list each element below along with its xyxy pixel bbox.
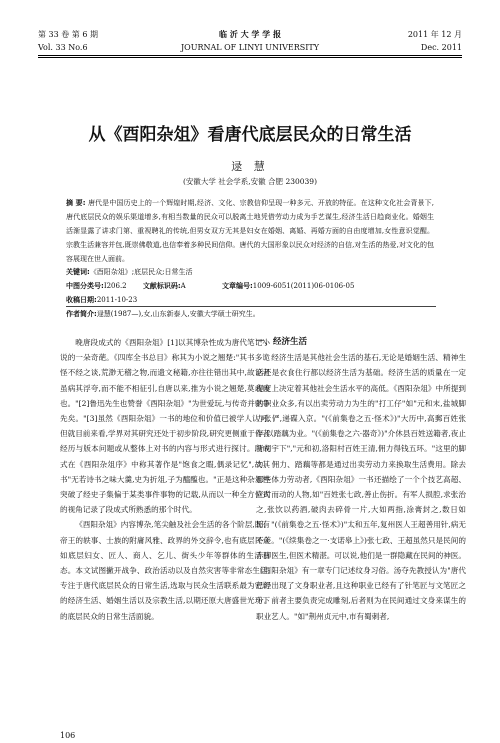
journal-cn: 临 沂 大 学 学 报 (219, 30, 281, 39)
doc-code: A (180, 282, 186, 290)
affiliation: (安徽大学 社会学系,安徽 合肥 230039) (182, 177, 318, 186)
bio-label: 作者简介: (66, 310, 97, 318)
date-en: Dec. 2011 (420, 43, 462, 52)
meta-rule (66, 306, 436, 307)
abstract-text: 唐代是中国历史上的一个辉煌时期,经济、文化、宗教信仰呈现一种多元、开放的特征。在这种文化社会背景下,唐代底层民众的娱乐渠道增多,有相当数量的民众可以脱离土地凭借劳动力成为手艺谋生,经济生活日趋商业化。婚姻生活渐显露了讲求门第、重视聘礼的传统,但男女双方无其是妇女在婚姻、离婚、再婚方面的自由度增加,女性意识觉醒。宗教生活兼容并包,既崇佛敬道,也信奉着多种民间信仰。唐代的大国形象以民众对经济的自信,对生活的热爱,对文化的包容展现在世人面前。 (66, 199, 434, 263)
bio-text: 逯慧(1987—),女,山东新泰人,安徽大学硕士研究生。 (96, 310, 260, 318)
section-heading: 一、经济生活 (256, 337, 308, 347)
body-paragraph: 经济生活是其他社会生活的基石,无论是婚姻生活、精神生活还是衣食住行都以经济生活为基础。经济生活的质量在一定程度上决定着其他社会生活水平的高低。《酉阳杂俎》中所提到的职业众多,有以出卖劳动力为生的"打工仔"如"元和末,盐城脚力张俨,递碟入京。"(《前集卷之五·怪术》)"大历中,高郵百姓张存,以踏藕为业。"(《前集卷之六·器奇》)"介休县百姓送籍者,夜止晋祠宇下","元和初,洛阳村百姓王清,佣力得钱五环。"这里的脚力、佣力、踏藕等都是通过出卖劳动力来换取生活费用。除去那些体力劳动者,《酉阳杂俎》一书还描绘了一个个技艺高超、应时而动的人物,如"百姓张七政,善止伤折。有军人损腔,求张治之,张饮以药酒,破肉去碎骨一片,大如两指,涂膏封之,数日如旧。"(《前集卷之五·怪术》)"太和五年,复州医人王超善用针,病无不差。"(《续集卷之一·支诺皋上》)张七政、王超虽然只是民间的赤脚医生,但医术精湛。可以说,他们是一群隐藏在民间的神医。《酉阳杂俎》有一章专门记述纹身习俗。汤夺先教授认为"唐代已经出现了文身职业者,且这种职业已经有了针笔匠与文笔匠之分。前者主要负责完成雕刻,后者则为在民间通过文身来谋生的职业艺人。"如"荆州贞元中,市有蜀刺者, (256, 353, 466, 621)
right-column (256, 335, 466, 715)
issue-en: Vol. 33 No.6 (38, 43, 88, 52)
body-paragraph: 《酉阳杂俎》内容博杂,笔尖触及社会生活的各个阶层,既有帝王的轶事、士族的附庸风雅、政界的外交辞令,也有底层民众如底层妇女、匠人、商人、乞儿、街头少年等群体的生活百态。本文试图撇开战争、政治活动以及自然灾害等非常态生活,专注于唐代底层民众的日常生活,选取与民众生活联系最为密切的经济生活、婚姻生活以及宗教生活,以期还原大唐盛世光环下的底层民众的日常生活面貌。 (60, 520, 270, 621)
left-column (60, 335, 270, 715)
classification (66, 281, 436, 291)
keywords (66, 267, 436, 277)
header-rule (38, 55, 462, 56)
paper-title: 从《酉阳杂俎》看唐代底层民众的日常生活 (88, 125, 412, 145)
keywords-text: 《酉阳杂俎》;底层民众;日常生活 (89, 268, 193, 276)
header-rule-2 (38, 57, 462, 58)
abstract-label: 摘 要: (66, 199, 86, 207)
received-label: 收稿日期: (66, 296, 97, 304)
author-name: 逯 慧 (231, 160, 269, 173)
author-bio (66, 309, 436, 319)
clc-label: 中图分类号: (66, 282, 104, 290)
abstract (66, 196, 434, 266)
article-id: 1009-6051(2011)06-0106-05 (252, 282, 355, 290)
keywords-label: 关键词: (66, 268, 90, 276)
journal-en: JOURNAL OF LINYI UNIVERSITY (180, 43, 320, 52)
article-id-label: 文章编号: (221, 282, 253, 290)
received-date (66, 295, 436, 305)
received-text: 2011-10-23 (96, 296, 138, 304)
doc-label: 文献标识码: (142, 282, 181, 290)
issue-cn: 第 33 卷 第 6 期 (38, 30, 98, 39)
date-cn: 2011 年 12 月 (407, 30, 462, 39)
page-number: 106 (60, 731, 76, 740)
clc-code: I206.2 (103, 282, 127, 290)
body-paragraph: 晚唐段成式的《酉阳杂俎》[1]以其博杂性成为唐代笔记小说的一朵奇葩。《四库全书总目》称其为小说之翘楚:"其书多诡怪不经之谈,荒渺无稽之物,而遗文秘籍,亦往往错出其中,故论者虽病其浮夸,而不能不相征引,自唐以来,推为小说之翘楚,莫或废也。"[2]鲁迅先生也赞誉《酉阳杂俎》"为世爱玩,与传奇并驱争先矣。"[3]虽然《酉阳杂俎》一书的地位和价值已被学人认可,但就目前来看,学界对其研究还处于初步阶段,研究更侧重于作者经历与版本问题或从整体上对书的内容与形式进行探讨。段成式在《酉阳杂俎序》中称其著作是"饱食之暇,偶录记忆",故其书"无若诗书之味大羹,史为折俎,子为醯醢也。"正是这种杂俎性突破了经史子集偏于某类事件事物的记载,从而以一种全方位式的视角记录了段成式所熟悉的那个时代。 (60, 338, 270, 515)
